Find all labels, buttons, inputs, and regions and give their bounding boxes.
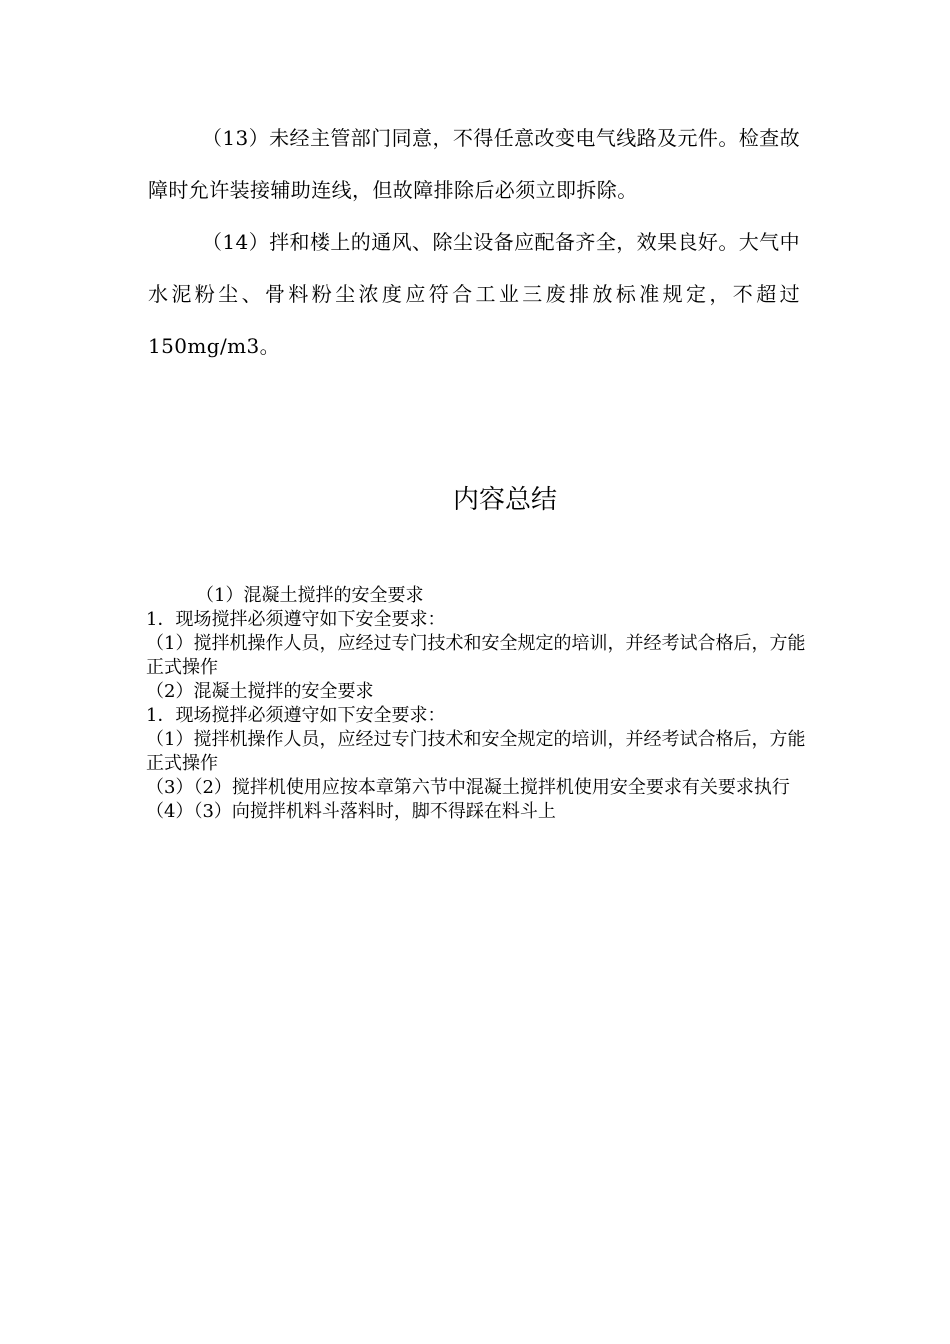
summary-line: （1）搅拌机操作人员，应经过专门技术和安全规定的培训，并经考试合格后，方能正式操作: [146, 729, 806, 774]
summary-line: （2）混凝土搅拌的安全要求: [146, 681, 374, 702]
summary-line: （1）搅拌机操作人员，应经过专门技术和安全规定的培训，并经考试合格后，方能正式操作: [146, 633, 806, 678]
paragraph-14: （14）拌和楼上的通风、除尘设备应配备齐全，效果良好。大气中水泥粉尘、骨料粉尘浓度应符合工业三废排放标准规定，不超过150mg/m3。: [148, 230, 800, 358]
summary-title: 内容总结: [452, 485, 557, 515]
summary-block: [146, 584, 806, 824]
summary-line: （1）混凝土搅拌的安全要求: [196, 585, 424, 606]
summary-line: 1．现场搅拌必须遵守如下安全要求：: [146, 705, 446, 726]
summary-line: （4）（3）向搅拌机料斗落料时，脚不得踩在料斗上: [146, 801, 556, 822]
summary-line: （3）（2）搅拌机使用应按本章第六节中混凝土搅拌机使用安全要求有关要求执行: [146, 777, 790, 798]
paragraph-13: （13）未经主管部门同意，不得任意改变电气线路及元件。检查故障时允许装接辅助连线，但故障排除后必须立即拆除。: [148, 126, 800, 202]
summary-line: 1．现场搅拌必须遵守如下安全要求：: [146, 609, 446, 630]
